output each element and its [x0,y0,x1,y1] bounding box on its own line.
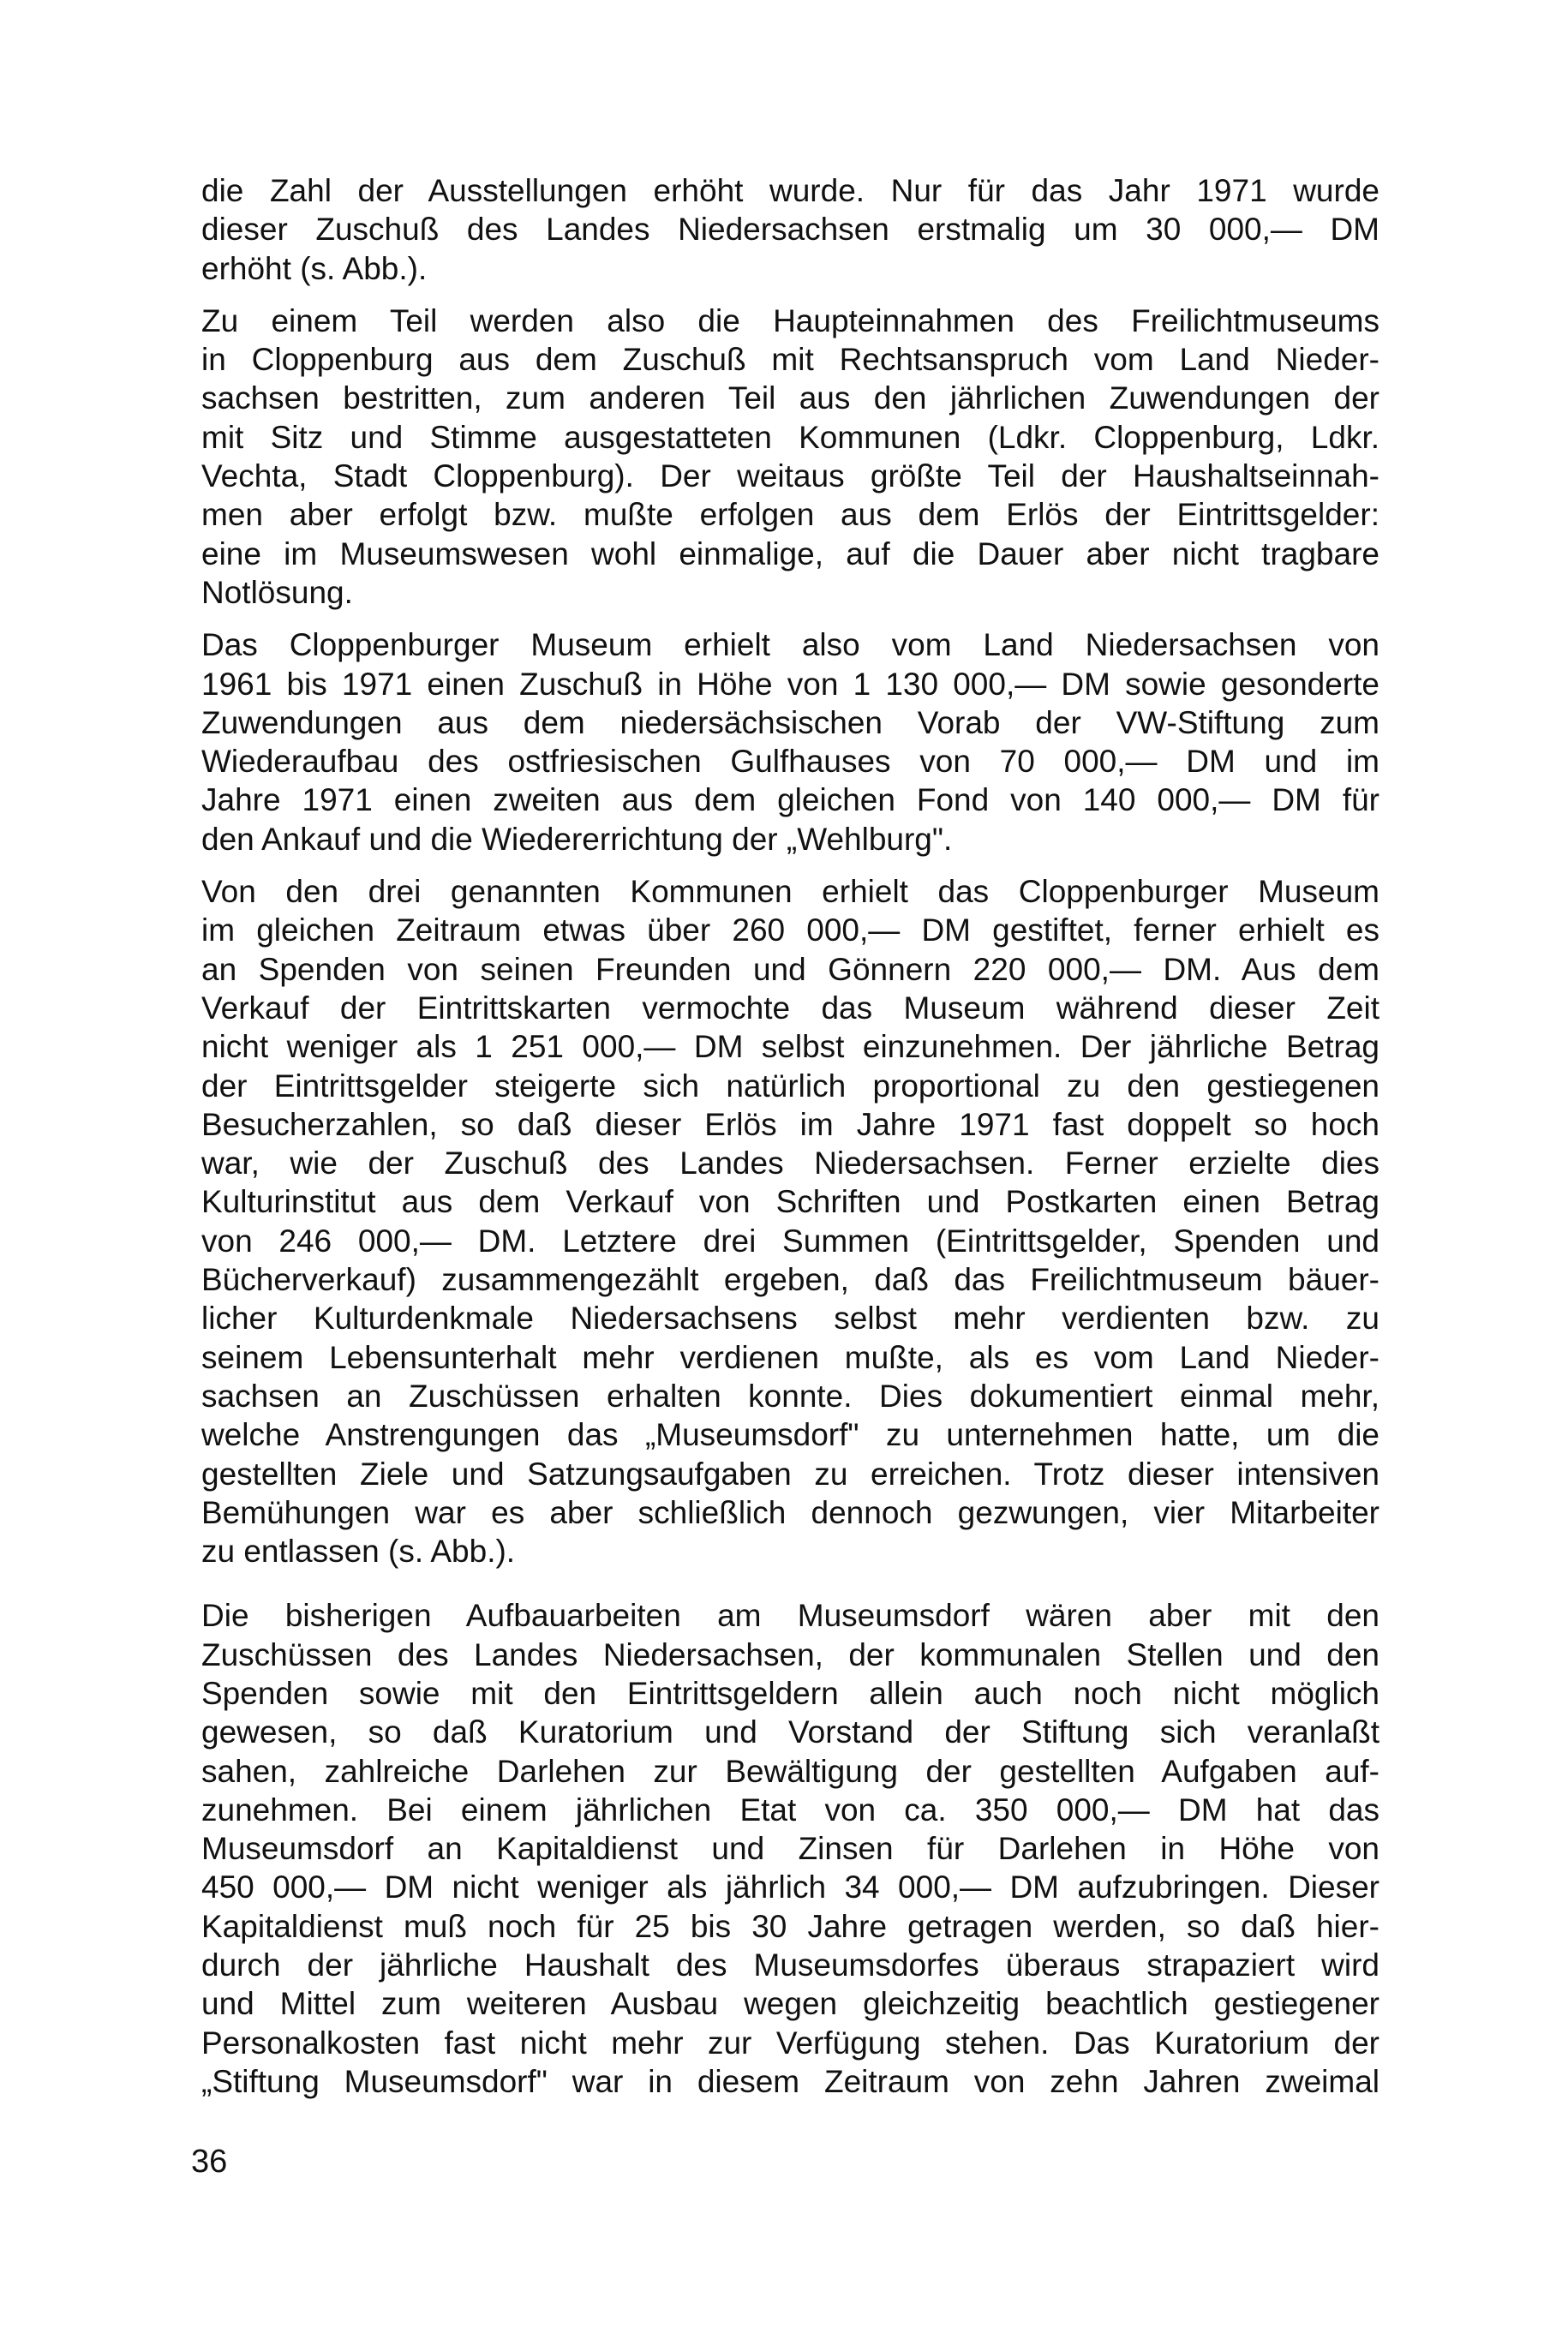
text-line: Museumsdorf an Kapitaldienst und Zinsen für Darlehen in Höhe von [201,1831,1379,1867]
text-line: Bücherverkauf) zusammengezählt ergeben, daß das Freilichtmuseum bäuer- [201,1262,1379,1298]
text-line: welche Anstrengungen das „Museumsdorf" zu unternehmen hatte, um die [201,1417,1379,1453]
text-line: gestellten Ziele und Satzungsaufgaben zu erreichen. Trotz dieser intensiven [201,1456,1379,1492]
text-line: Zuschüssen des Landes Niedersachsen, der kommunalen Stellen und den [201,1636,1379,1672]
text-line: Wiederaufbau des ostfriesischen Gulfhauses von 70 000,— DM und im [201,744,1379,780]
text-line: sachsen bestritten, zum anderen Teil aus den jährlichen Zuwendungen der [201,380,1379,416]
paragraph-3 [201,625,1379,858]
text-line: Zu einem Teil werden also die Haupteinnahmen des Freilichtmuseums [201,302,1379,338]
text-line: zu entlassen (s. Abb.). [201,1534,516,1570]
text-line: men aber erfolgt bzw. mußte erfolgen aus dem Erlös der Eintrittsgelder: [201,497,1379,533]
text-line: Verkauf der Eintrittskarten vermochte das Museum während dieser Zeit [201,990,1379,1026]
text-line: Jahre 1971 einen zweiten aus dem gleichen Fond von 140 000,— DM für [201,782,1379,818]
text-line: war, wie der Zuschuß des Landes Niedersachsen. Ferner erzielte dies [201,1146,1379,1181]
text-line: zunehmen. Bei einem jährlichen Etat von ca. 350 000,— DM hat das [201,1792,1379,1828]
text-line: sahen, zahlreiche Darlehen zur Bewältigung der gestellten Aufgaben auf- [201,1753,1379,1789]
paragraph-2 [201,302,1379,612]
text-line: gewesen, so daß Kuratorium und Vorstand der Stiftung sich veranlaßt [201,1714,1379,1750]
text-line: Besucherzahlen, so daß dieser Erlös im Jahre 1971 fast doppelt so hoch [201,1106,1379,1142]
text-line: und Mittel zum weiteren Ausbau wegen gleichzeitig beachtlich gestiegener [201,1986,1379,2022]
text-line: 450 000,— DM nicht weniger als jährlich 34 000,— DM aufzubringen. Dieser [201,1869,1379,1905]
text-line: dieser Zuschuß des Landes Niedersachsen erstmalig um 30 000,— DM [201,212,1379,248]
text-line: nicht weniger als 1 251 000,— DM selbst einzunehmen. Der jährliche Betrag [201,1029,1379,1065]
text-line: erhöht (s. Abb.). [201,250,428,286]
text-line: Das Cloppenburger Museum erhielt also vom Land Niedersachsen von [201,627,1379,663]
text-line: Bemühungen war es aber schließlich dennoch gezwungen, vier Mitarbeiter [201,1494,1379,1530]
text-line: Notlösung. [201,574,353,610]
text-line: von 246 000,— DM. Letztere drei Summen (Eintrittsgelder, Spenden und [201,1223,1379,1259]
text-line: die Zahl der Ausstellungen erhöht wurde. Nur für das Jahr 1971 wurde [201,173,1379,208]
text-line: licher Kulturdenkmale Niedersachsens selbst mehr verdienten bzw. zu [201,1301,1379,1337]
text-line: 1961 bis 1971 einen Zuschuß in Höhe von 1 130 000,— DM sowie gesonderte [201,666,1379,702]
text-line: an Spenden von seinen Freunden und Gönnern 220 000,— DM. Aus dem [201,951,1379,987]
page-number: 36 [191,2144,228,2180]
text-line: der Eintrittsgelder steigerte sich natürlich proportional zu den gestiegenen [201,1068,1379,1104]
text-line: im gleichen Zeitraum etwas über 260 000,— DM gestiftet, ferner erhielt es [201,912,1379,948]
text-line: in Cloppenburg aus dem Zuschuß mit Rechtsanspruch vom Land Nieder- [201,342,1379,378]
text-line: Personalkosten fast nicht mehr zur Verfügung stehen. Das Kuratorium der [201,2025,1379,2061]
text-line: Spenden sowie mit den Eintrittsgeldern allein auch noch nicht möglich [201,1675,1379,1711]
text-line: Vechta, Stadt Cloppenburg). Der weitaus größte Teil der Haushaltseinnah- [201,458,1379,494]
paragraph-4 [201,872,1379,1570]
text-line: mit Sitz und Stimme ausgestatteten Kommunen (Ldkr. Cloppenburg, Ldkr. [201,419,1379,455]
text-line: eine im Museumswesen wohl einmalige, auf die Dauer aber nicht tragbare [201,535,1379,571]
text-line: seinem Lebensunterhalt mehr verdienen mußte, als es vom Land Nieder- [201,1339,1379,1375]
paragraph-5 [201,1596,1379,2101]
text-line: sachsen an Zuschüssen erhalten konnte. Dies dokumentiert einmal mehr, [201,1378,1379,1414]
text-line: Zuwendungen aus dem niedersächsischen Vorab der VW-Stiftung zum [201,704,1379,740]
text-line: Von den drei genannten Kommunen erhielt das Cloppenburger Museum [201,874,1379,910]
text-line: Kapitaldienst muß noch für 25 bis 30 Jahre getragen werden, so daß hier- [201,1908,1379,1944]
page-text-block [201,171,1379,2115]
text-line: den Ankauf und die Wiedererrichtung der „Wehlburg". [201,821,953,857]
text-line: Kulturinstitut aus dem Verkauf von Schriften und Postkarten einen Betrag [201,1184,1379,1220]
text-line: Die bisherigen Aufbauarbeiten am Museumsdorf wären aber mit den [201,1598,1379,1634]
text-line: „Stiftung Museumsdorf" war in diesem Zeitraum von zehn Jahren zweimal [201,2063,1379,2099]
text-line: durch der jährliche Haushalt des Museumsdorfes überaus strapaziert wird [201,1947,1379,1983]
paragraph-1 [201,171,1379,288]
